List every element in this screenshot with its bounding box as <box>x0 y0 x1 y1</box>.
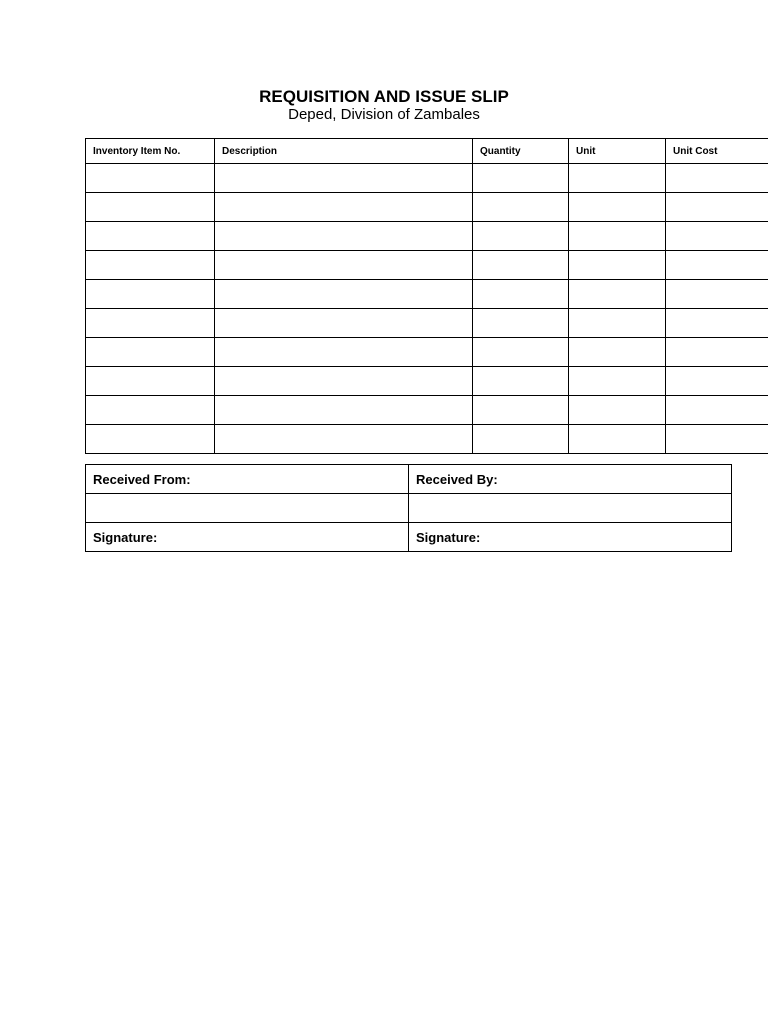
description-cell[interactable] <box>215 280 473 309</box>
receipt-label-row <box>86 465 732 494</box>
quantity-cell[interactable] <box>473 367 569 396</box>
signature-left-label: Signature: <box>86 523 409 552</box>
description-cell[interactable] <box>215 222 473 251</box>
table-row <box>86 251 768 280</box>
inventory-item-no-cell[interactable] <box>86 280 215 309</box>
items-table-header-row <box>86 139 768 164</box>
quantity-cell[interactable] <box>473 164 569 193</box>
unit-cost-cell[interactable] <box>666 280 768 309</box>
inventory-item-no-cell[interactable] <box>86 338 215 367</box>
description-cell[interactable] <box>215 425 473 454</box>
received-from-field[interactable] <box>86 494 409 523</box>
quantity-cell[interactable] <box>473 309 569 338</box>
items-table-body <box>86 164 768 454</box>
quantity-cell[interactable] <box>473 222 569 251</box>
column-header-inventory-item-no: Inventory Item No. <box>86 139 215 164</box>
inventory-item-no-cell[interactable] <box>86 251 215 280</box>
unit-cost-cell[interactable] <box>666 193 768 222</box>
unit-cell[interactable] <box>569 193 666 222</box>
inventory-item-no-cell[interactable] <box>86 222 215 251</box>
unit-cost-cell[interactable] <box>666 164 768 193</box>
table-row <box>86 396 768 425</box>
receipt-value-row <box>86 494 732 523</box>
table-row <box>86 193 768 222</box>
unit-cost-cell[interactable] <box>666 367 768 396</box>
table-row <box>86 425 768 454</box>
receipt-signature-row <box>86 523 732 552</box>
inventory-item-no-cell[interactable] <box>86 164 215 193</box>
quantity-cell[interactable] <box>473 338 569 367</box>
description-cell[interactable] <box>215 251 473 280</box>
column-header-description: Description <box>215 139 473 164</box>
unit-cell[interactable] <box>569 309 666 338</box>
description-cell[interactable] <box>215 164 473 193</box>
unit-cell[interactable] <box>569 251 666 280</box>
document-subtitle: Deped, Division of Zambales <box>288 106 480 123</box>
signature-right-label: Signature: <box>409 523 732 552</box>
table-row <box>86 280 768 309</box>
unit-cell[interactable] <box>569 425 666 454</box>
receipt-table <box>85 464 732 552</box>
quantity-cell[interactable] <box>473 280 569 309</box>
quantity-cell[interactable] <box>473 251 569 280</box>
received-by-label: Received By: <box>409 465 732 494</box>
description-cell[interactable] <box>215 367 473 396</box>
unit-cell[interactable] <box>569 338 666 367</box>
unit-cost-cell[interactable] <box>666 425 768 454</box>
unit-cost-cell[interactable] <box>666 309 768 338</box>
unit-cell[interactable] <box>569 367 666 396</box>
table-row <box>86 309 768 338</box>
inventory-item-no-cell[interactable] <box>86 193 215 222</box>
unit-cost-cell[interactable] <box>666 338 768 367</box>
description-cell[interactable] <box>215 309 473 338</box>
unit-cost-cell[interactable] <box>666 396 768 425</box>
unit-cost-cell[interactable] <box>666 251 768 280</box>
description-cell[interactable] <box>215 338 473 367</box>
items-table <box>85 138 768 454</box>
table-row <box>86 367 768 396</box>
unit-cell[interactable] <box>569 222 666 251</box>
received-from-label: Received From: <box>86 465 409 494</box>
table-row <box>86 338 768 367</box>
received-by-field[interactable] <box>409 494 732 523</box>
unit-cell[interactable] <box>569 164 666 193</box>
inventory-item-no-cell[interactable] <box>86 367 215 396</box>
quantity-cell[interactable] <box>473 425 569 454</box>
column-header-unit-cost: Unit Cost <box>666 139 768 164</box>
table-row <box>86 164 768 193</box>
description-cell[interactable] <box>215 396 473 425</box>
inventory-item-no-cell[interactable] <box>86 396 215 425</box>
inventory-item-no-cell[interactable] <box>86 425 215 454</box>
column-header-unit: Unit <box>569 139 666 164</box>
table-row <box>86 222 768 251</box>
unit-cell[interactable] <box>569 396 666 425</box>
inventory-item-no-cell[interactable] <box>86 309 215 338</box>
document-title: REQUISITION AND ISSUE SLIP <box>259 87 509 106</box>
quantity-cell[interactable] <box>473 193 569 222</box>
unit-cost-cell[interactable] <box>666 222 768 251</box>
quantity-cell[interactable] <box>473 396 569 425</box>
unit-cell[interactable] <box>569 280 666 309</box>
column-header-quantity: Quantity <box>473 139 569 164</box>
description-cell[interactable] <box>215 193 473 222</box>
